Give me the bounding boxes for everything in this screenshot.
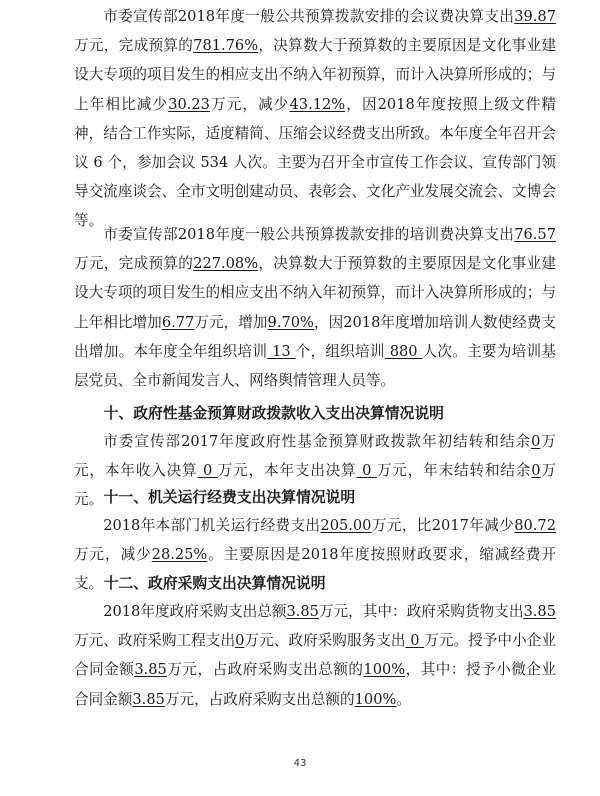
text-run: 万元、政府采购服务支出 xyxy=(244,632,406,650)
underlined-value: 0 xyxy=(531,462,541,480)
underlined-value: 76.57 xyxy=(514,226,556,243)
underlined-value: 0 xyxy=(197,462,218,480)
underlined-value: 100% xyxy=(363,661,406,679)
underlined-value: 39.87 xyxy=(514,8,556,25)
page-number: 43 xyxy=(293,758,307,769)
text-run: 万元，增加 xyxy=(194,313,268,331)
heading-operating-expenses: 十一、机关运行经费支出决算情况说明 xyxy=(103,489,356,506)
paragraph-government-procurement xyxy=(74,597,556,714)
text-run: 2018年本部门机关运行经费支出 xyxy=(103,517,321,534)
underlined-value: 0 xyxy=(235,632,245,650)
text-run: 万元。授予中小企业合同金额 xyxy=(74,632,556,679)
underlined-value: 781.76% xyxy=(193,37,259,55)
underlined-value: 30.23 xyxy=(168,95,210,113)
text-run: 万元、政府采购工程支出 xyxy=(74,632,236,650)
text-run: 。 xyxy=(396,690,411,708)
paragraph-training-expenses xyxy=(74,220,556,395)
underlined-value: 80.72 xyxy=(514,517,556,534)
text-run: 万元，完成预算的 xyxy=(74,37,194,55)
underlined-value: 3.85 xyxy=(132,690,165,708)
text-run: ，决算数大于预算数的主要原因是文化事业建设大专项的项目发生的相应支出不纳入年初预算，而计入决算所形成的；与上年相比减少 xyxy=(74,37,556,113)
underlined-value: 0 xyxy=(531,433,541,450)
text-run: 市委宣传部2018年度一般公共预算拨款安排的培训费决算支出 xyxy=(103,226,515,243)
underlined-value: 3.85 xyxy=(134,661,167,679)
text-run: ，因2018年度增加培训人数使经费支出增加。本年度全年组织培训 xyxy=(74,313,556,360)
text-run: 万元，占政府采购支出总额的 xyxy=(166,661,364,679)
text-run: ，其中：授予小微企业合同金额 xyxy=(74,661,556,708)
underlined-value: 100% xyxy=(354,690,397,708)
text-run: 市委宣传部2017年度政府性基金预算财政拨款年初结转和结余 xyxy=(103,433,532,450)
underlined-value: 3.85 xyxy=(286,603,319,620)
underlined-value: 3.85 xyxy=(523,603,556,620)
text-run: 万元，比2017年减少 xyxy=(371,517,515,534)
underlined-value: 28.25% xyxy=(151,546,208,564)
text-run: 万元，年末结转和结余 xyxy=(376,462,532,480)
underlined-value: 43.12% xyxy=(289,95,346,113)
text-run: 万元，减少 xyxy=(209,95,290,113)
text-run: 个，组织培训 xyxy=(295,342,385,360)
text-run: 万元，减少 xyxy=(74,546,152,564)
underlined-value: 880 xyxy=(384,342,423,360)
heading-government-procurement: 十二、政府采购支出决算情况说明 xyxy=(103,575,326,592)
text-run: 人次。主要为培训基层党员、全市新闻发言人、网络舆情管理人员等。 xyxy=(74,342,556,390)
heading-government-fund: 十、政府性基金预算财政拨款收入支出决算情况说明 xyxy=(103,405,444,422)
paragraph-meeting-expenses xyxy=(74,2,556,236)
text-run: 万元，其中：政府采购货物支出 xyxy=(318,603,524,620)
text-run: 万元。 xyxy=(74,462,556,509)
text-run: 2018年度政府采购支出总额 xyxy=(103,603,287,620)
underlined-value: 13 xyxy=(267,342,296,360)
underlined-value: 6.77 xyxy=(161,313,195,331)
text-run: ，因2018年度按照上级文件精神，结合工作实际，适度精简、压缩会议经费支出所致。本年度全年召开会议 6 个，参加会议 534 人次。主要为召开全市宣传工作会议、宣传部门领导交流座谈会、全市文明创建动员、表彰会、文化产业发展交流会、文博会等。 xyxy=(74,95,556,230)
text-run: 万元，本年收入决算 xyxy=(74,433,556,480)
underlined-value: 0 xyxy=(405,632,425,650)
text-run: 。主要原因是2018年度按照财政要求，缩减经费开支。 xyxy=(74,546,556,593)
underlined-value: 0 xyxy=(356,462,377,480)
text-run: ，决算数大于预算数的主要原因是文化事业建设大专项的项目发生的相应支出不纳入年初预算，而计入决算所形成的；与上年相比增加 xyxy=(74,255,556,331)
underlined-value: 9.70% xyxy=(267,313,314,331)
underlined-value: 227.08% xyxy=(193,255,259,273)
text-run: 市委宣传部2018年度一般公共预算拨款安排的会议费决算支出 xyxy=(103,8,515,25)
text-run: 万元，本年支出决算 xyxy=(217,462,357,480)
underlined-value: 205.00 xyxy=(320,517,372,534)
text-run: 万元，占政府采购支出总额的 xyxy=(164,690,355,708)
text-run: 万元，完成预算的 xyxy=(74,255,194,273)
